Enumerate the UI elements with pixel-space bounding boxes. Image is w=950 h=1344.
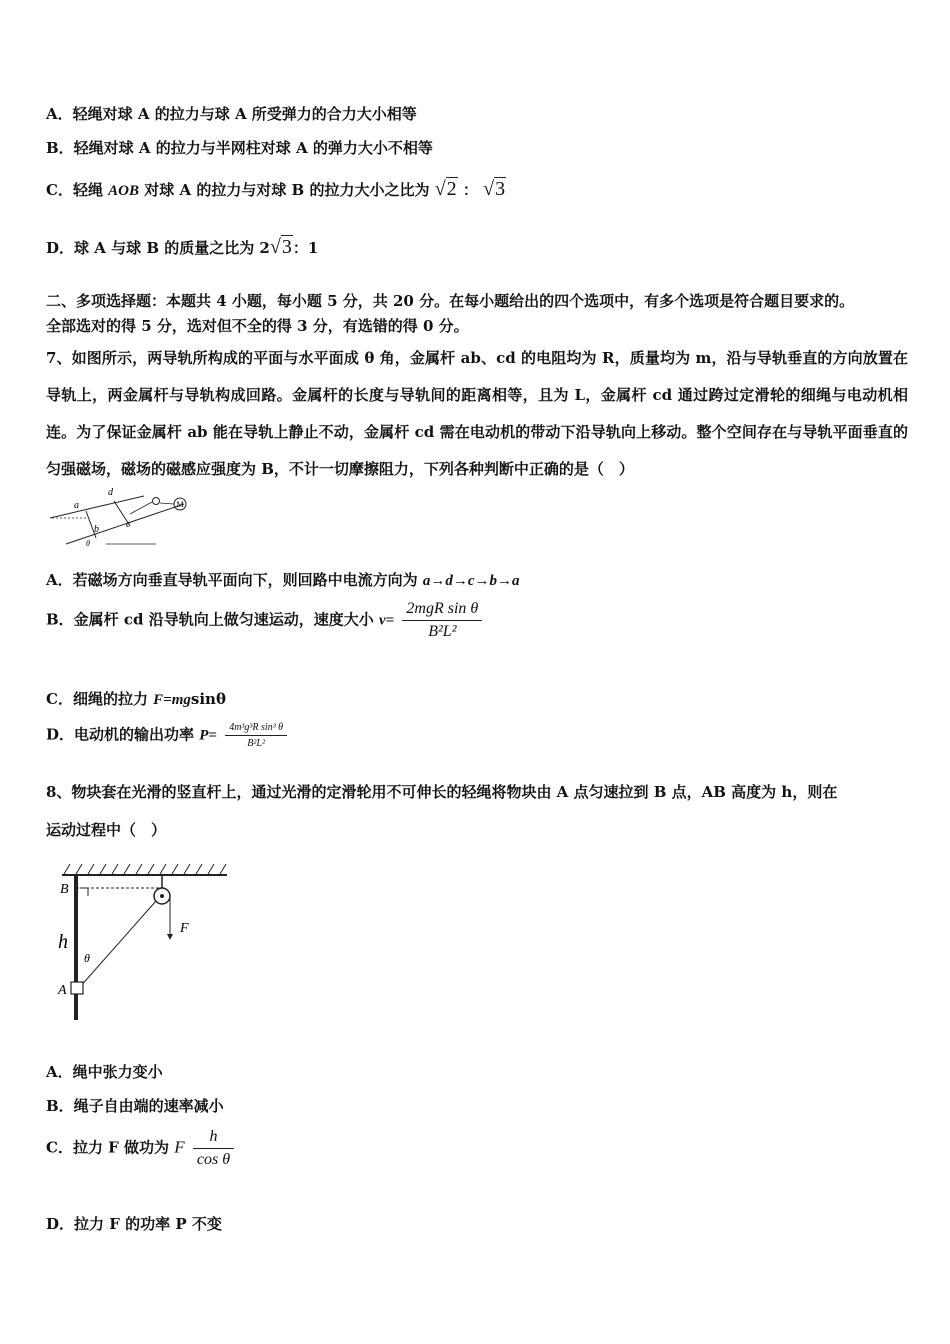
q8-option-a: A．绳中张力变小 [46,1063,163,1081]
q8-label-B: B [60,882,69,897]
q8-stem-line2: 运动过程中（ ） [46,821,167,839]
q8-right-angle [80,888,88,896]
q7-label-theta: θ [86,539,90,548]
q6-option-b: B．轻绳对球 A 的拉力与半网柱对球 A 的弹力大小不相等 [46,139,433,157]
q7-a-prefix: A．若磁场方向垂直导轨平面向下，则回路中电流方向为 [46,571,423,589]
q7-d-numerator: 4m³g³R sin³ θ [225,722,287,736]
q8-option-d: D．拉力 F 的功率 P 不变 [46,1215,222,1233]
q8-c-denominator: cos θ [196,1151,231,1168]
q7-motor-string [160,503,174,504]
q8-c-fraction [193,1128,234,1169]
q7-c-prefix: C．细绳的拉力 [46,690,154,708]
q7-d-var: P= [199,727,217,744]
q7-option-a [46,569,520,590]
q8-label-A: A [58,983,67,998]
q8-figure [52,858,232,1023]
q7-label-motor: M [176,500,184,509]
q8-pulley-axle [160,894,164,898]
q6-c-sep: ： [462,181,478,199]
q8-c-prefix: C．拉力 F 做功为 [46,1138,175,1157]
q6-c-prefix: C．轻绳 [46,181,109,199]
section2-line1: 二、多项选择题：本题共 4 小题，每小题 5 分，共 20 分。在每小题给出的四个选项中，有多个选项是符合题目要求的。 [46,292,855,310]
q6-c-suffix: 对球 A 的拉力与对球 B 的拉力大小之比为 [139,181,430,199]
q7-c-formula: F=mg [153,692,191,708]
q7-b-var: v= [378,612,395,629]
q7-figure [46,484,196,548]
q7-option-b [46,600,485,641]
q8-ceiling-hatch [64,864,226,874]
q7-d-denominator: B²L² [247,738,265,749]
q8-stem-line1: 8、物块套在光滑的竖直杆上，通过光滑的定滑轮用不可伸长的轻绳将物块由 A 点匀速拉到 B 点，AB 高度为 h，则在 [46,783,838,801]
q6-c-root2: √3 [483,178,506,200]
q6-c-root1: √2 [434,178,457,200]
q6-d-suffix: ：1 [292,239,319,257]
q7-b-denominator: B²L² [428,623,457,640]
q6-d-root: √3 [269,236,292,258]
q7-label-b: b [94,524,99,535]
q6-d-prefix: D．球 A 与球 B 的质量之比为 2 [46,239,270,257]
q7-stem: 7、如图所示，两导轨所构成的平面与水平面成 θ 角，金属杆 ab、cd 的电阻均为 R，质量均为 m，沿与导轨垂直的方向放置在导轨上，两金属杆与导轨构成回路。金属杆的长度与导轨间的距离相等，且为 L，金属杆 cd 通过跨过定滑轮的细绳与电动机相连。为了保证金属杆 ab 能在导轨上静止不动，金属杆 cd 需在电动机的带动下沿导轨向上移动。整个空间存在与导轨平面垂直的匀强磁场，磁场的磁感应强度为 B，不计一切摩擦阻力，下列各种判断中正确的是（ ） [46,349,908,478]
q8-rope-slant [79,901,156,988]
q7-option-c [46,688,226,709]
q8-force-arrow [167,934,173,940]
q7-c-suffix: sinθ [190,690,226,708]
q7-d-prefix: D．电动机的输出功率 [46,725,200,744]
q7-label-c: c [126,519,131,530]
q8-label-F: F [180,921,189,936]
q8-c-numerator: h [193,1128,234,1149]
q8-option-c [46,1128,237,1169]
q6-option-a: A．轻绳对球 A 的拉力与球 A 所受弹力的合力大小相等 [46,105,417,123]
q8-option-b: B．绳子自由端的速率减小 [46,1097,224,1115]
q7-label-a: a [74,500,79,511]
q7-b-prefix: B．金属杆 cd 沿导轨向上做匀速运动，速度大小 [46,610,379,629]
q7-string [130,502,152,514]
q7-label-d: d [108,487,113,498]
q7-pulley [153,498,160,505]
q8-c-F: F [174,1137,185,1157]
q7-option-d [46,722,290,749]
q6-c-italic: AOB [108,183,140,199]
q8-label-h: h [58,931,68,953]
q8-block [71,982,83,994]
q6-option-c [46,178,506,201]
q7-b-numerator: 2mgR sin θ [402,600,482,621]
q7-b-fraction [402,600,482,641]
q8-label-theta: θ [84,951,90,965]
q7-a-path: a→d→c→b→a [422,573,520,589]
q7-d-fraction [225,722,287,749]
q6-option-d [46,236,318,259]
section2-line2: 全部选对的得 5 分，选对但不全的得 3 分，有选错的得 0 分。 [46,317,469,335]
